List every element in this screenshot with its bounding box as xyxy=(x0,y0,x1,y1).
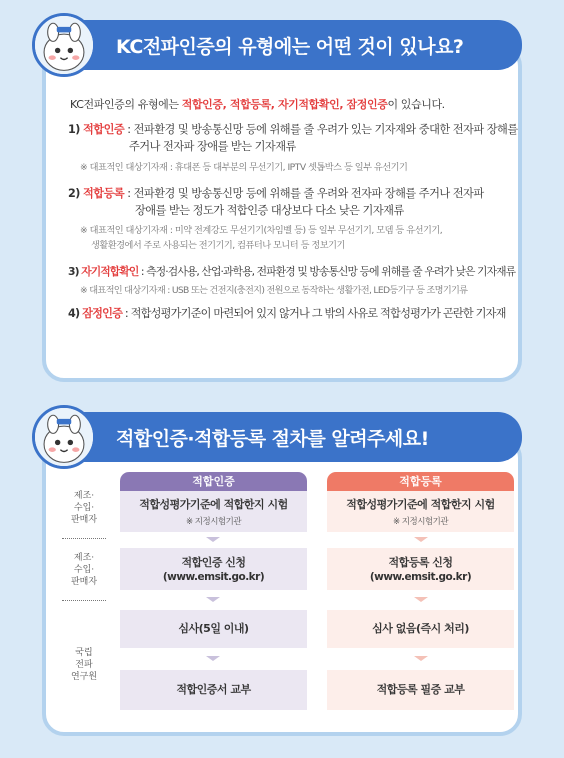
left-step-test xyxy=(120,491,307,532)
type-item-2 xyxy=(68,185,484,202)
procedure-title: 적합인증·적합등록 절차를 알려주세요! xyxy=(116,427,429,450)
type-item-2-note xyxy=(80,223,442,238)
types-banner xyxy=(42,20,522,70)
item-term: 적합인증 xyxy=(82,123,125,136)
chevron-down-icon xyxy=(414,656,428,661)
item-term: 자기적합확인 xyxy=(81,265,139,278)
item-note-cont: 생활환경에서 주로 사용되는 전기기기, 컴퓨터나 모니터 등 정보기기 xyxy=(91,240,345,251)
right-step-test xyxy=(327,491,514,532)
chevron-down-icon xyxy=(206,537,220,542)
item-desc-cont: 주거나 전자파 장애를 받는 기자재류 xyxy=(129,140,296,153)
row-divider xyxy=(62,600,106,601)
mascot-icon xyxy=(32,13,96,77)
item-term: 잠정인증 xyxy=(82,307,123,320)
procedure-banner xyxy=(42,412,522,462)
right-step-review xyxy=(327,610,514,648)
item-desc: : 적합성평가기준이 마련되어 있지 않거나 그 밖의 사유로 적합성평가가 곤란한 기자재 xyxy=(122,307,506,320)
step-sub: ※ 지정시험기관 xyxy=(392,517,449,527)
item-desc: : 전파환경 및 방송통신망 등에 위해를 줄 우려가 있는 기자재와 중대한 전자파 장해를 xyxy=(124,123,518,136)
type-item-2-note-cont xyxy=(91,238,345,253)
item-number: 2) xyxy=(68,187,80,200)
item-note: ※ 대표적인 대상기자재 : 휴대폰 등 대부분의 무선기기, IPTV 셋톱박스 등 일부 유선기기 xyxy=(80,162,408,173)
type-item-3 xyxy=(68,263,515,280)
type-item-1 xyxy=(68,121,518,138)
intro-prefix: KC전파인증의 유형에는 xyxy=(70,98,182,111)
step-main: 심사 없음(즉시 처리) xyxy=(372,622,469,635)
item-desc: : 전파환경 및 방송통신망 등에 위해를 줄 우려와 전자파 장해를 주거나 전자파 xyxy=(124,187,484,200)
right-step-apply xyxy=(327,548,514,590)
left-step-apply xyxy=(120,548,307,590)
item-term: 적합등록 xyxy=(82,187,125,200)
column-header-registration: 적합등록 xyxy=(327,472,514,491)
chevron-down-icon xyxy=(414,597,428,602)
left-step-issue xyxy=(120,670,307,710)
left-step-review xyxy=(120,610,307,648)
step-main: 적합성평가기준에 적합한지 시험 xyxy=(346,498,495,511)
intro-highlight: 적합인증, 적합등록, 자기적합확인, 잠정인증 xyxy=(181,98,388,111)
row-label-applicant-1: 제조· 수입· 판매자 xyxy=(70,491,98,525)
step-main: 적합성평가기준에 적합한지 시험 xyxy=(139,498,288,511)
column-header-certification: 적합인증 xyxy=(120,472,307,491)
row-label-rra: 국립 전파 연구원 xyxy=(70,648,98,682)
step-main: 적합인증서 교부 xyxy=(176,683,251,696)
chevron-down-icon xyxy=(414,537,428,542)
step-main: 적합등록 필증 교부 xyxy=(376,683,465,696)
chevron-down-icon xyxy=(206,597,220,602)
chevron-down-icon xyxy=(206,656,220,661)
type-item-1-note xyxy=(80,160,407,175)
step-main: 적합등록 신청 xyxy=(388,556,453,569)
item-number: 3) xyxy=(68,265,79,278)
step-sub: ※ 지정시험기관 xyxy=(185,517,242,527)
type-item-2-cont xyxy=(135,202,404,219)
type-item-4 xyxy=(68,305,506,322)
mascot-icon xyxy=(32,405,96,469)
step-url: (www.emsit.go.kr) xyxy=(162,571,265,583)
step-main: 적합인증 신청 xyxy=(181,556,246,569)
item-note: ※ 대표적인 대상기자재 : USB 또는 건전지(충전지) 전원으로 동작하는 생활가전, LED등기구 등 조명기기류 xyxy=(80,285,468,296)
step-url: (www.emsit.go.kr) xyxy=(369,571,472,583)
item-desc-cont: 장애를 받는 정도가 적합인증 대상보다 다소 낮은 기자재류 xyxy=(135,204,404,217)
item-note: ※ 대표적인 대상기자재 : 미약 전계강도 무선기기(차임벨 등) 등 일부 무선기기, 모뎀 등 유선기기, xyxy=(80,225,443,236)
item-desc: : 측정·검사용, 산업·과학용, 전파환경 및 방송통신망 등에 위해를 줄 우려가 낮은 기자재류 xyxy=(138,265,516,278)
row-label-applicant-2: 제조· 수입· 판매자 xyxy=(70,553,98,587)
row-divider xyxy=(62,538,106,539)
types-intro xyxy=(70,96,445,112)
step-main: 심사(5일 이내) xyxy=(178,622,249,635)
right-step-issue xyxy=(327,670,514,710)
type-item-3-note xyxy=(80,283,467,298)
types-title: KC전파인증의 유형에는 어떤 것이 있나요? xyxy=(116,35,464,58)
intro-suffix: 이 있습니다. xyxy=(387,98,445,111)
item-number: 4) xyxy=(68,307,80,320)
item-number: 1) xyxy=(68,123,80,136)
type-item-1-cont xyxy=(129,138,296,155)
